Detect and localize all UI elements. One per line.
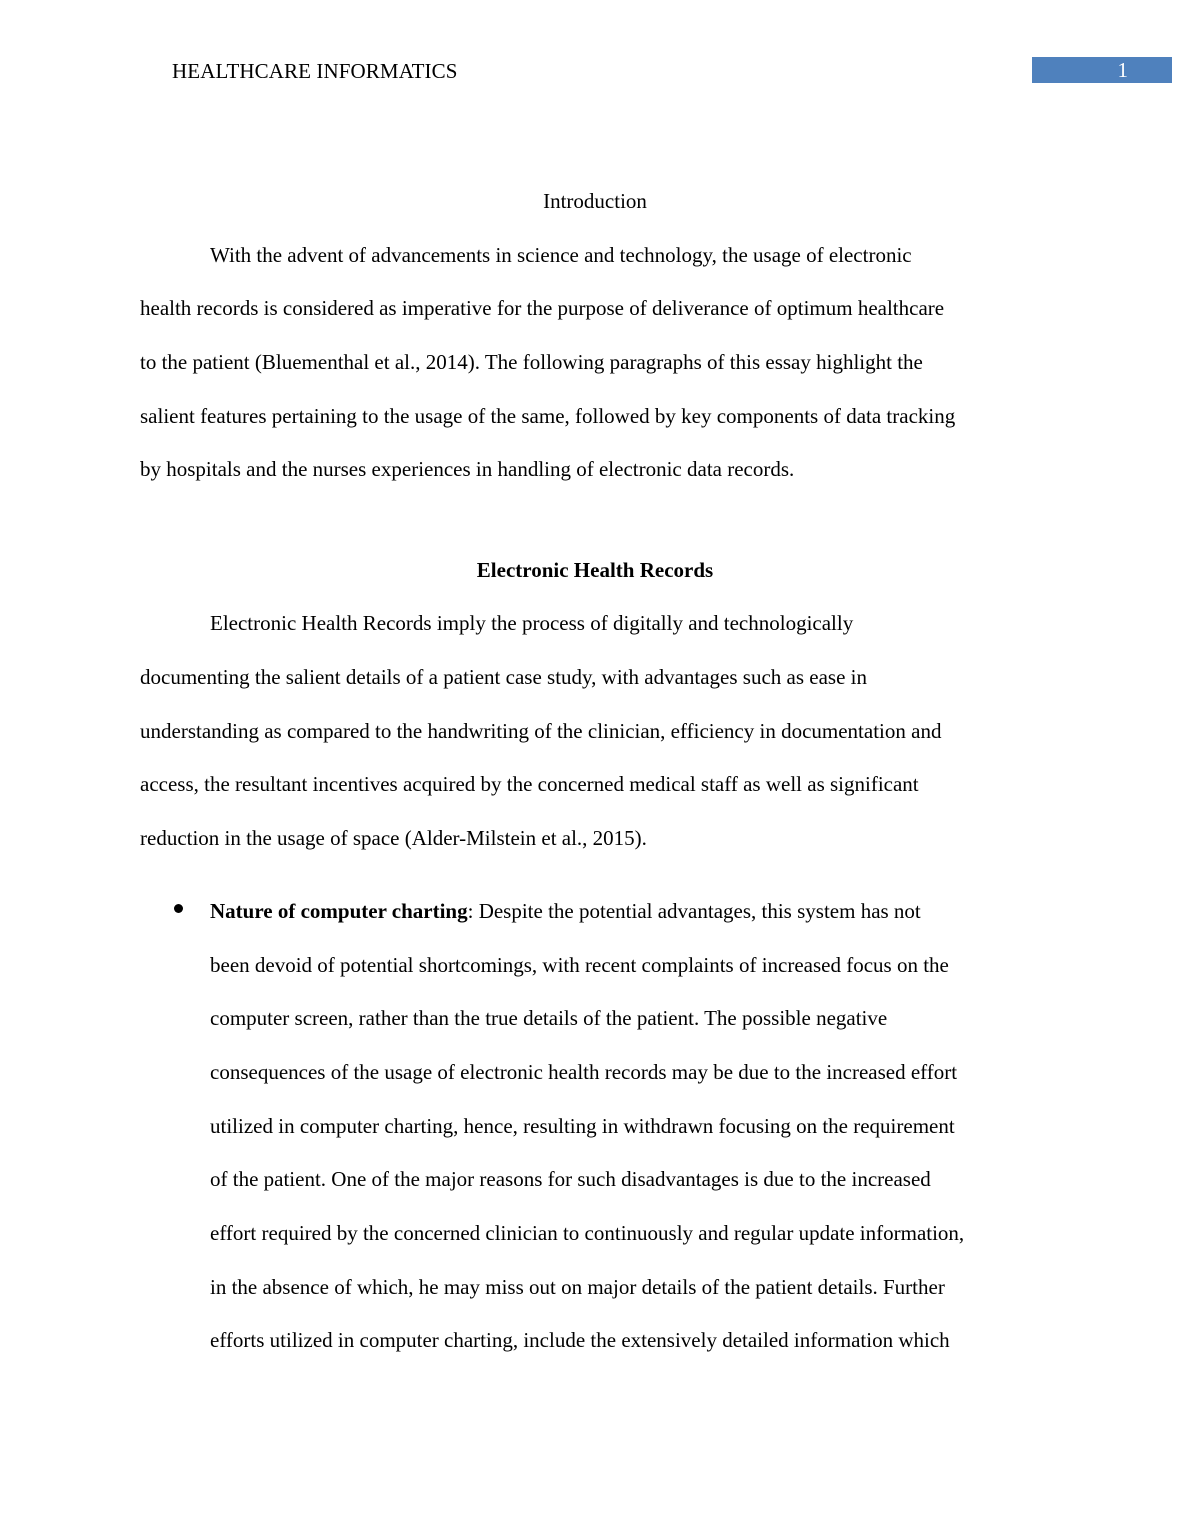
bullet-line: in the absence of which, he may miss out on major details of the patient details. Further bbox=[210, 1275, 945, 1299]
ehr-paragraph-line: reduction in the usage of space (Alder-Milstein et al., 2015). bbox=[140, 826, 647, 850]
bullet-line: efforts utilized in computer charting, include the extensively detailed information which bbox=[210, 1328, 950, 1352]
bullet-line: been devoid of potential shortcomings, with recent complaints of increased focus on the bbox=[210, 953, 949, 977]
running-head: HEALTHCARE INFORMATICS bbox=[172, 59, 458, 83]
ehr-paragraph-line: Electronic Health Records imply the process of digitally and technologically bbox=[210, 611, 854, 635]
page-number: 1 bbox=[1032, 57, 1172, 83]
bullet-line: computer screen, rather than the true details of the patient. The possible negative bbox=[210, 1006, 888, 1030]
ehr-paragraph-line: documenting the salient details of a patient case study, with advantages such as ease in bbox=[140, 665, 868, 689]
bullet-first-line bbox=[210, 897, 921, 925]
bullet-line: consequences of the usage of electronic health records may be due to the increased effort bbox=[210, 1060, 958, 1084]
intro-paragraph-line: With the advent of advancements in science and technology, the usage of electronic bbox=[210, 243, 912, 267]
bullet-first-line-rest: : Despite the potential advantages, this system has not bbox=[467, 899, 921, 923]
ehr-heading: Electronic Health Records bbox=[476, 558, 714, 582]
ehr-paragraph-line: understanding as compared to the handwriting of the clinician, efficiency in documentation and bbox=[140, 719, 942, 743]
bullet-term: Nature of computer charting bbox=[210, 899, 468, 923]
intro-paragraph-line: to the patient (Bluementhal et al., 2014). The following paragraphs of this essay highlight the bbox=[140, 350, 923, 374]
bullet-line: of the patient. One of the major reasons for such disadvantages is due to the increased bbox=[210, 1167, 931, 1191]
intro-paragraph-line: health records is considered as imperative for the purpose of deliverance of optimum healthcare bbox=[140, 296, 945, 320]
intro-paragraph-line: salient features pertaining to the usage of the same, followed by key components of data tracking bbox=[140, 404, 956, 428]
ehr-paragraph-line: access, the resultant incentives acquired by the concerned medical staff as well as significant bbox=[140, 772, 919, 796]
bullet-icon bbox=[174, 904, 183, 913]
intro-paragraph-line: by hospitals and the nurses experiences in handling of electronic data records. bbox=[140, 457, 795, 481]
intro-heading: Introduction bbox=[543, 189, 647, 213]
bullet-line: utilized in computer charting, hence, resulting in withdrawn focusing on the requirement bbox=[210, 1114, 955, 1138]
bullet-line: effort required by the concerned clinician to continuously and regular update information, bbox=[210, 1221, 965, 1245]
